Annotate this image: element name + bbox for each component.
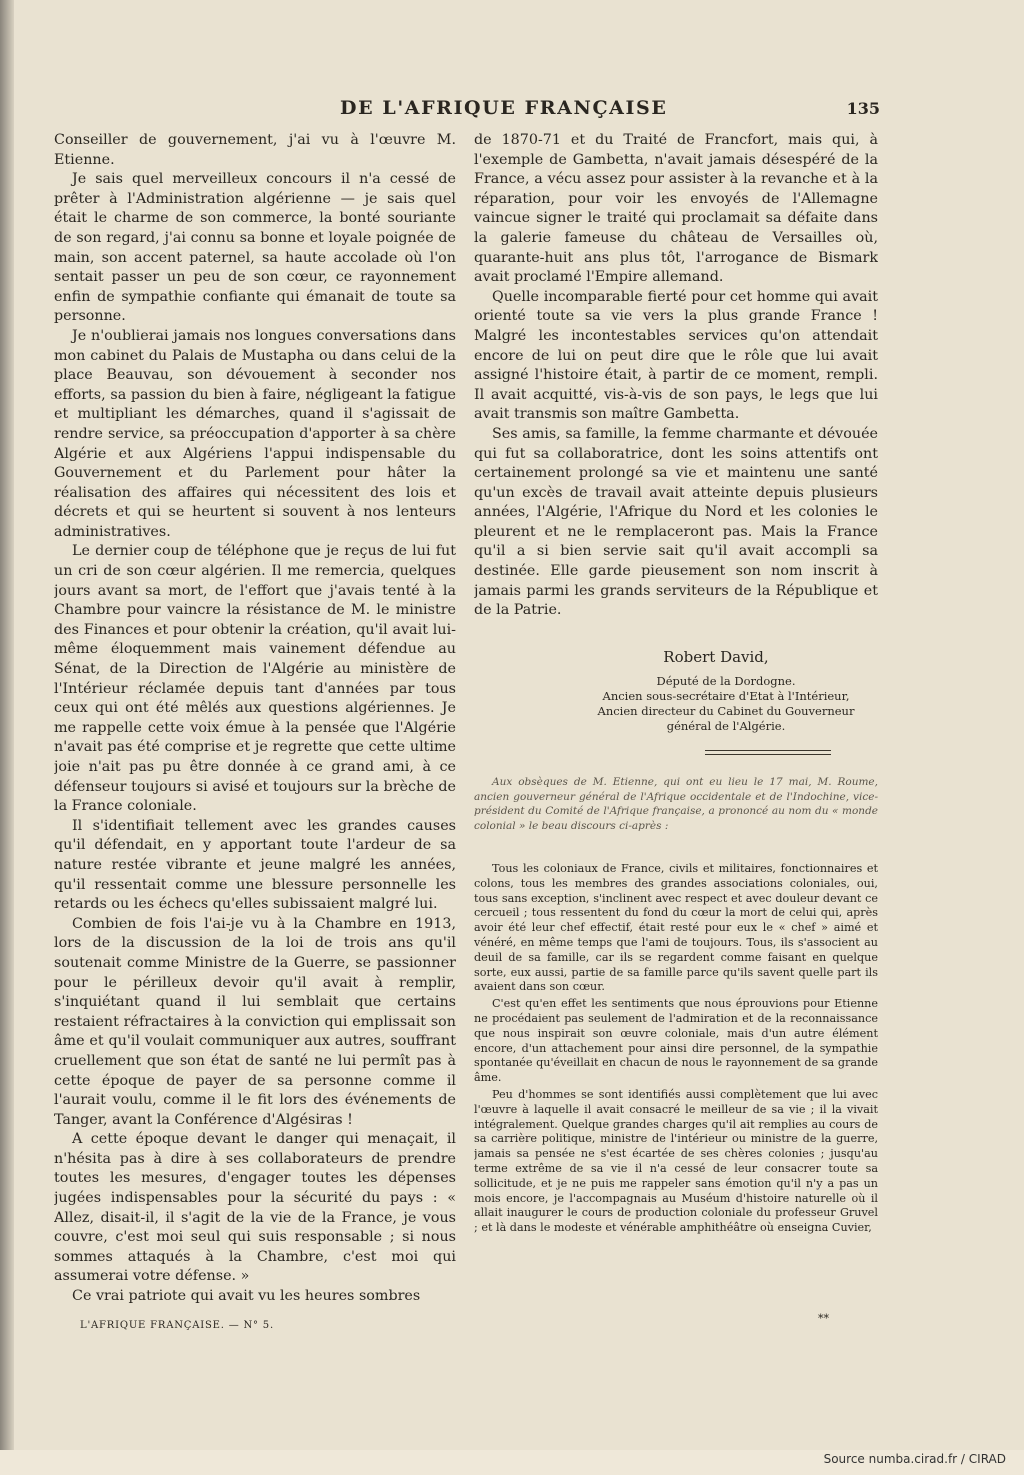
signature-name: Robert David, (663, 648, 769, 666)
right-column-top (474, 131, 878, 661)
speech-introduction (474, 775, 878, 850)
paragraph: Combien de fois l'ai-je vu à la Chambre en 1913, lors de la discussion de la loi de trois ans qu'il soutenait comme Ministre de la Guerre, se passionner pour le périlleux devoir qu'il avait à remplir, s'inquiétant quand il lui semblait que certains restaient réfractaires à la conviction qui emplissait son âme et qu'il voulait communiquer aux autres, souffrant cruellement que son état de santé ne lui permît pas à cette époque de payer de sa personne comme il l'aurait voulu, comme il le fit lors des événements de Tanger, avant la Conférence d'Algésiras ! (54, 915, 456, 1128)
paragraph: Le dernier coup de téléphone que je reçus de lui fut un cri de son cœur algérien. Il me remercia, quelques jours avant sa mort, de l'effort que j'avais tenté à la Chambre pour vaincre la résistance de M. le ministre des Finances et pour obtenir la création, qu'il avait lui-même éloquemment mais vainement défendue au Sénat, de la Direction de l'Algérie au ministère de l'Intérieur réclamée depuis tant d'années par tous ceux qui ont été mêlés aux questions algériennes. Je me rappelle cette voix émue à la pensée que l'Algérie n'avait pas été comprise et je regrette que cette ultime joie n'ait pas pu être donnée à ce grand ami, à ce défenseur toujours si avisé et toujours sur la brèche de la France coloniale. (54, 543, 456, 815)
source-credit: Source numba.cirad.fr / CIRAD (823, 1452, 1006, 1466)
running-header (50, 97, 880, 123)
signature-line: Ancien directeur du Cabinet du Gouverneur (597, 704, 855, 718)
separator-rule (705, 754, 831, 755)
speech-paragraph: Tous les coloniaux de France, civils et militaires, fonctionnaires et colons, tous les membres des grandes associations coloniales, oui, tous sans exception, s'inclinent avec respect et avec douleur devant ce cercueil ; tous ressentent du fond du cœur la mort de celui qui, après avoir été leur chef effectif, était resté pour eux le « chef » aimé et vénéré, en même temps que l'ami de toujours. Tous, ils s'associent au deuil de sa famille, car ils se regardent comme faisant en quelque sorte, eux aussi, partie de sa famille parce qu'ils savent quelle part ils avaient dans son cœur. (474, 862, 878, 994)
footer-signature: L'AFRIQUE FRANÇAISE. — N° 5. (80, 1320, 274, 1331)
page-number: 135 (846, 99, 880, 118)
signature-line: général de l'Algérie. (666, 719, 786, 733)
left-column (54, 131, 456, 1319)
paragraph: Quelle incomparable fierté pour cet homme qui avait orienté toute sa vie vers la plus grande France ! Malgré les incontestables services qu'on attendait encore de lui on peut dire que le rôle que lui avait assigné l'histoire était, à partir de ce moment, rempli. Il avait acquitté, vis-à-vis de son pays, le legs que lui avait transmis son maître Gambetta. (474, 288, 878, 423)
paragraph: Conseiller de gouvernement, j'ai vu à l'œuvre M. Etienne. (54, 132, 456, 168)
paragraph: Je n'oublierai jamais nos longues conversations dans mon cabinet du Palais de Mustapha ou dans celui de la place Beauvau, son dévouement à seconder nos efforts, sa passion du bien à faire, négligeant la fatigue et multipliant les démarches, quand il s'agissait de rendre service, sa préoccupation d'apporter à sa chère Algérie et aux Algériens l'appui indispensable du Gouvernement et du Parlement pour hâter la réalisation des affaires qui nécessitent des lois et décrets et qui se heurtent si souvent à nos lenteurs administratives. (54, 327, 456, 540)
paragraph: A cette époque devant le danger qui menaçait, il n'hésita pas à dire à ses collaborateurs de prendre toutes les mesures, d'engager toutes les dépenses jugées indispensables pour la sécurité du pays : « Allez, disait-il, il s'agit de la vie de la France, je vous couvre, c'est moi seul qui suis responsable ; si nous sommes attaqués à la Chambre, c'est moi qui assumerai votre défense. » (54, 1131, 456, 1285)
header-title: DE L'AFRIQUE FRANÇAISE (340, 97, 668, 119)
paragraph: Il s'identifiait tellement avec les grandes causes qu'il défendait, en y apportant toute l'ardeur de sa nature restée vibrante et jeune malgré les années, qu'il ressentait comme une blessure personnelle les retards ou les échecs qu'elles subissaient malgré lui. (54, 817, 456, 913)
paragraph: de 1870-71 et du Traité de Francfort, mais qui, à l'exemple de Gambetta, n'avait jamais désespéré de la France, a vécu assez pour assister à la revanche et à la réparation, pour voir les envoyés de l'Allemagne vaincue signer le traité qui proclamait sa défaite dans la galerie fameuse du château de Versailles où, quarante-huit ans plus tôt, l'arrogance de Bismark avait proclamé l'Empire allemand. (474, 132, 878, 286)
speech-paragraph: C'est qu'en effet les sentiments que nous éprouvions pour Etienne ne procédaient pas seulement de l'admiration et de la reconnaissance que nous inspirait son œuvre coloniale, mais d'un autre élément encore, d'un attachement pour ainsi dire personnel, de la sympathie spontanée qu'éveillait en chacun de nous le rayonnement de sa grande âme. (474, 997, 878, 1085)
speech-text (474, 862, 878, 1314)
speech-paragraph: Peu d'hommes se sont identifiés aussi complètement que lui avec l'œuvre à laquelle il avait consacré le meilleur de sa vie ; il la vivait intégralement. Quelque grandes charges qu'il ait remplies au cours de sa carrière politique, ministre de l'intérieur ou ministre de la guerre, jamais sa pensée ne s'est écartée de ses chères colonies ; jusqu'au terme extrême de sa vie il n'a cessé de leur consacrer toute sa sollicitude, et je ne puis me rappeler sans émotion qu'il n'y a pas un mois encore, je l'accompagnais au Muséum d'histoire naturelle où il allait inaugurer le cours de production coloniale du professeur Gruvel ; et là dans le modeste et vénérable amphithéâtre où enseigna Cuvier, (474, 1087, 878, 1235)
paragraph: Ses amis, sa famille, la femme charmante et dévouée qui fut sa collaboratrice, dont les soins attentifs ont certainement prolongé sa vie et maintenu une santé qu'un excès de travail avait atteinte depuis plusieurs années, l'Algérie, l'Afrique du Nord et les colonies le pleurent et ne le remplaceront pas. Mais la France qu'il a si bien servie sait qu'il avait accompli sa destinée. Elle garde pieusement son nom inscrit à jamais parmi les grands serviteurs de la République et de la Patrie. (474, 425, 878, 619)
paragraph: Ce vrai patriote qui avait vu les heures sombres (72, 1288, 421, 1305)
intro-text: Aux obsèques de M. Etienne, qui ont eu lieu le 17 mai, M. Roume, ancien gouverneur général de l'Afrique occidentale et de l'Indochine, vice-président du Comité de l'Afrique française, a prononcé au nom du « monde colonial » le beau discours ci-après : (474, 776, 878, 832)
signature-line: Député de la Dordogne. (656, 674, 796, 688)
separator-rule (705, 750, 831, 751)
signature-stars: ** (818, 1312, 829, 1325)
paragraph: Je sais quel merveilleux concours il n'a cessé de prêter à l'Administration algérienne — je sais quel était le charme de son commerce, la bonté souriante de son regard, j'ai connu sa bonne et loyale poignée de main, son accent paternel, sa haute accolade où l'on sentait passer un peu de son cœur, ce rayonnement enfin de sympathie confiante qui émanait de toute sa personne. (54, 171, 456, 325)
signature-line: Ancien sous-secrétaire d'Etat à l'Intérieur, (602, 689, 850, 703)
